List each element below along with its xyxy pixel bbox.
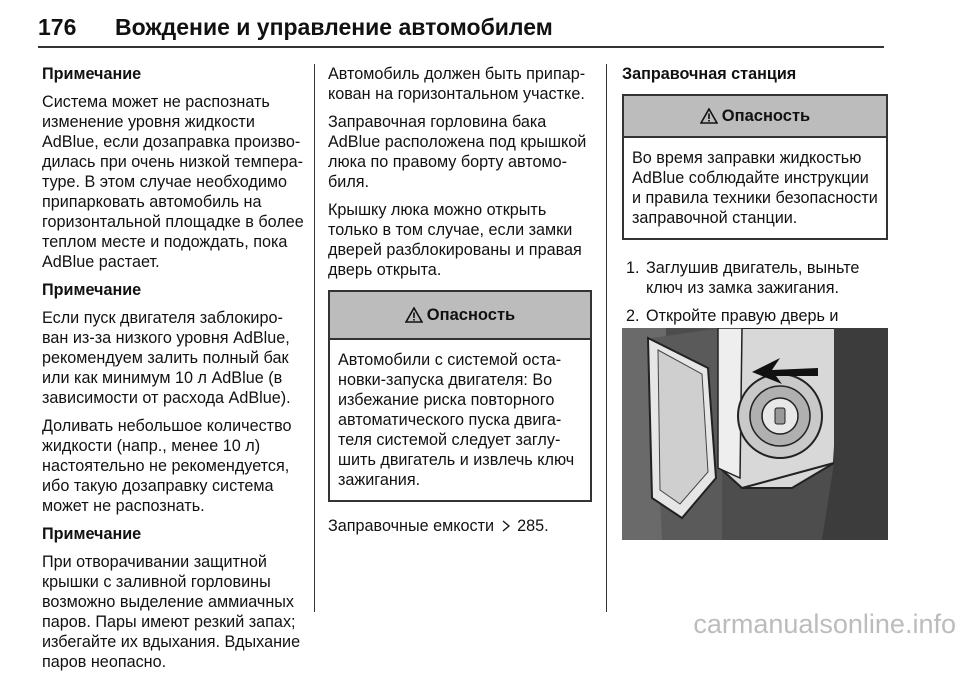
warning-triangle-icon [700, 108, 718, 124]
note-text: Если пуск двигателя заблокиро-ван из-за низкого уровня AdBlue, рекомендуем залить полный бак или как минимум 10 л AdBlue (в зависимости от расхода AdBlue). [42, 309, 291, 407]
note-text: Система может не распознать изменение уровня жидкости AdBlue, если дозаправка произво-дилась при очень низкой темпера-туре. В этом случае необходимо припарковать автомобиль на горизонтальной площадке в более теплом месте и подождать, пока AdBlue растает. [42, 93, 304, 271]
fuel-flap-drawing [622, 328, 888, 540]
paragraph: Доливать небольшое количество жидкости (напр., менее 10 л) настоятельно не рекомендуется, ибо такую дозаправку система может не распознать. [42, 417, 292, 515]
watermark: carmanualsonline.info [693, 609, 956, 639]
column-left [42, 64, 304, 680]
step-number: 1. [626, 259, 640, 277]
paragraph: Заправочная горловина бака AdBlue расположена под крышкой люка по правому борту автомо-биля. [328, 113, 587, 191]
list-item [622, 258, 888, 298]
paragraph: Автомобиль должен быть припар-кован на горизонтальном участке. [328, 65, 586, 103]
paragraph: Крышку люка можно открыть только в том случае, если замки дверей разблокированы и правая дверь открыта. [328, 201, 582, 279]
danger-box [328, 290, 592, 502]
page-header [38, 10, 884, 48]
step-text: Откройте правую дверь и [646, 307, 839, 325]
note-text: При отворачивании защитной крышки с заливной горловины возможно выделение аммиачных паров. Пары имеют резкий запах; избегайте их вдыхания. Вдыхание паров неопасно. [42, 553, 301, 671]
step-number: 2. [626, 307, 640, 325]
capacity-page-link[interactable]: 285. [517, 517, 549, 535]
page-ref-arrow-icon [501, 520, 511, 532]
page-number: 176 [38, 14, 77, 40]
danger-text: Автомобили с системой оста-новки-запуска двигателя: Во избежание риска повторного автоматического пуска двига-теля системой следует заглу-шить двигатель и извлечь ключ зажигания. [338, 351, 575, 489]
danger-title: Опасность [426, 306, 516, 324]
warning-triangle-icon [405, 307, 423, 323]
capacity-label: Заправочные емкости [328, 517, 495, 535]
running-title: Вождение и управление автомобилем [115, 14, 553, 40]
column-divider [314, 64, 315, 612]
danger-text: Во время заправки жидкостью AdBlue соблюдайте инструкции и правила техники безопасности заправочной станции. [632, 149, 878, 227]
section-heading: Заправочная станция [622, 65, 797, 83]
note-heading: Примечание [42, 65, 142, 83]
danger-box [622, 94, 888, 240]
danger-header [624, 96, 886, 138]
column-middle [328, 64, 592, 544]
danger-header [330, 292, 590, 340]
column-divider [606, 64, 607, 612]
fuel-flap-illustration [622, 328, 888, 540]
danger-title: Опасность [721, 107, 811, 125]
note-heading: Примечание [42, 281, 142, 299]
note-heading: Примечание [42, 525, 142, 543]
step-text: Заглушив двигатель, выньте ключ из замка зажигания. [646, 259, 860, 297]
capacity-reference [328, 516, 592, 536]
